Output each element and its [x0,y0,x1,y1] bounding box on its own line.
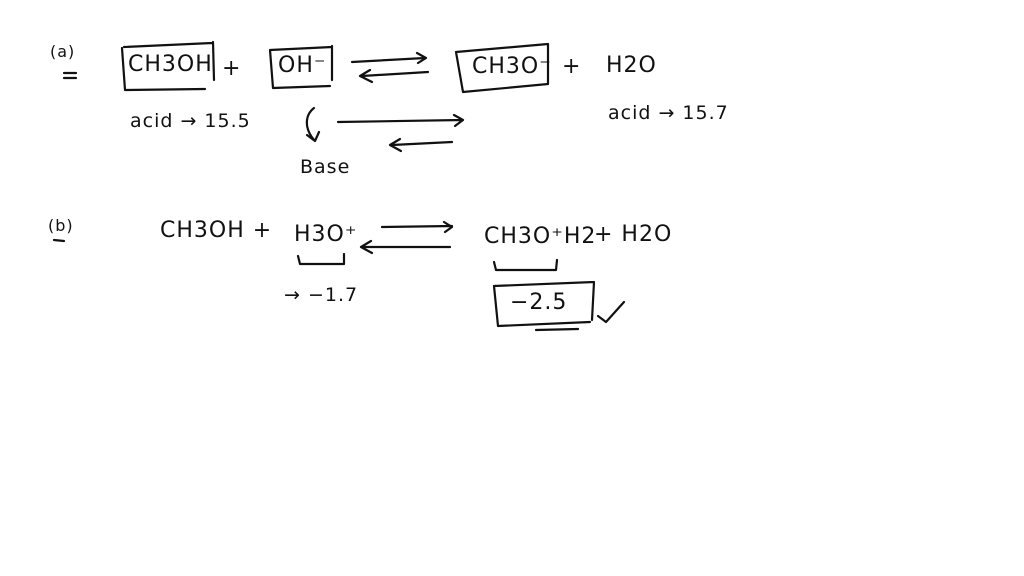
equilibrium-arrow-forward-b [382,222,452,232]
part-b-label: (b) [48,216,74,235]
check-mark [598,302,624,322]
equilibrium-arrow-forward-a2 [338,115,463,126]
equilibrium-arrow-forward-a1 [352,53,426,63]
part-b-reactant-ch3oh: CH3OH + [160,218,273,243]
equilibrium-arrow-backward-b [361,241,450,253]
part-b-product-ch3oh2: CH3O⁺H2 [484,224,597,249]
part-a-note-acid-left: acid → 15.5 [130,110,251,132]
bracket-ch3oh2 [494,260,557,270]
part-a-product-methoxide: CH3O⁻ [472,54,552,79]
part-b-note-pka-boxed: −2.5 [510,290,568,315]
part-a-plus-2: + [562,54,582,79]
part-b-label-underline [54,240,64,241]
underline-pka [536,329,578,330]
part-a-product-water: H2O [606,53,657,78]
part-a-reactant-hydroxide: OH⁻ [278,53,327,78]
bracket-h3o [298,254,344,264]
part-b-product-water: + H2O [594,222,673,247]
equilibrium-arrow-backward-a1 [360,70,428,82]
part-a-reactant-ch3oh: CH3OH [128,52,213,77]
part-b-note-pka-hydronium: → −1.7 [284,284,359,306]
part-a-plus-1: + [222,56,242,81]
base-curved-arrow [307,108,319,141]
part-a-label: (a) [50,42,76,61]
part-b-reactant-hydronium: H3O⁺ [294,222,358,247]
part-a-note-base: Base [300,156,351,178]
equilibrium-arrow-backward-a2 [390,139,452,151]
part-a-note-acid-right: acid → 15.7 [608,102,729,124]
